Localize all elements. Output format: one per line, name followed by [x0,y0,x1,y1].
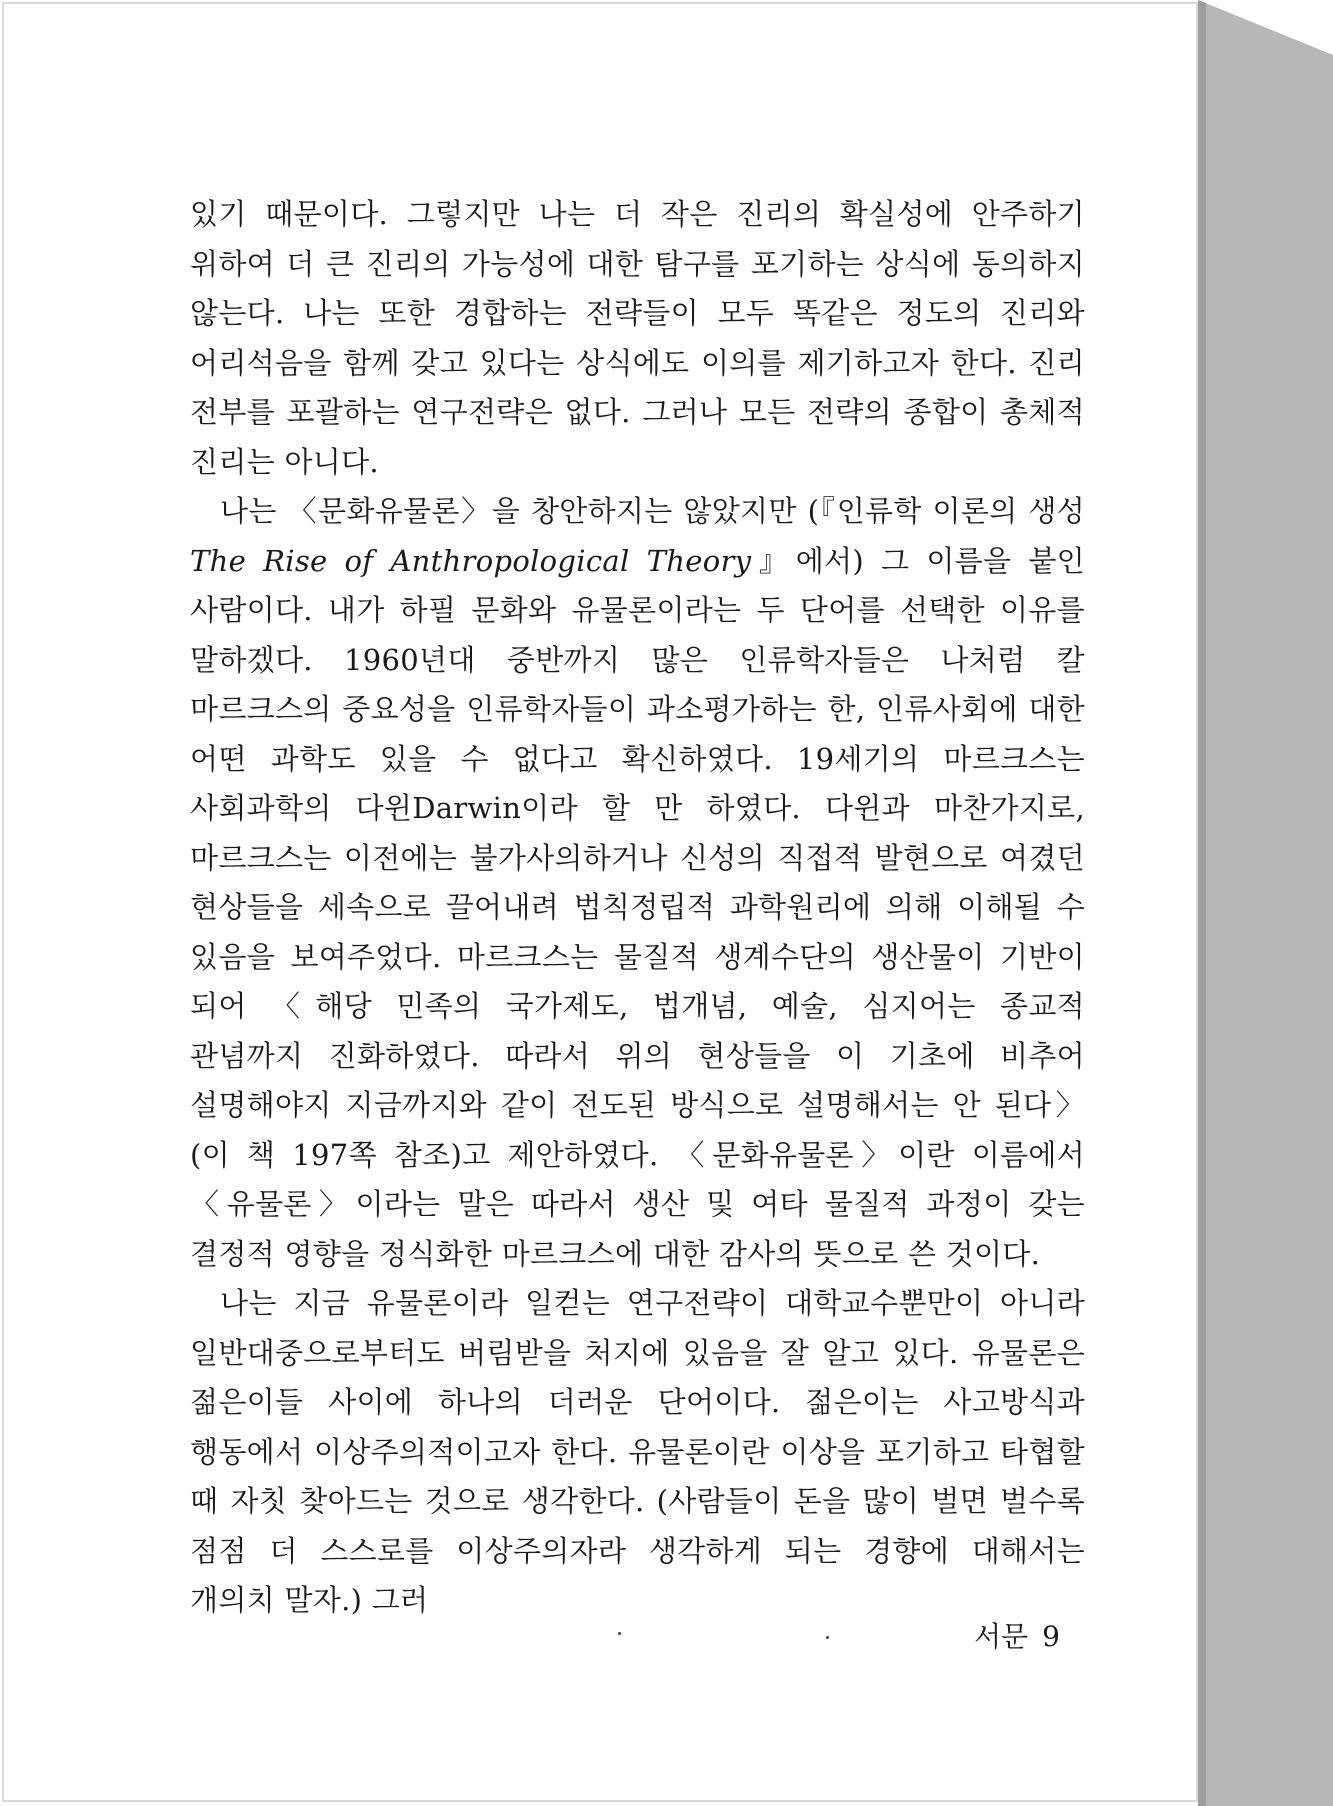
book-title-english: The Rise of Anthropological Theory [190,543,752,578]
scan-speck [826,1636,829,1639]
page-number: 9 [1042,1620,1060,1653]
paragraph-2-part-2: 』에서) 그 이름을 붙인 사람이다. 내가 하필 문화와 유물론이라는 두 단어를 선택한 이유를 말하겠다. 1960년대 중반까지 많은 인류학자들은 나처럼 칼 마르크스의 중요성을 인류학자들이 과소평가하는 한, 인류사회에 대한 어떤 과학도 있을 수 없다고 확신하였다. 19세기의 마르크스는 사회과학의 다윈Darwin이라 할 만 하였다. 다윈과 마찬가지로, 마르크스는 이전에는 불가사의하거나 신성의 직접적 발현으로 여겼던 현상들을 세속으로 끌어내려 법칙정립적 과학원리에 의해 이해될 수 있음을 보여주었다. 마르크스는 물질적 생계수단의 생산물이 기반이 되어 〈해당 민족의 국가제도, 법개념, 예술, 심지어는 종교적 관념까지 진화하였다. 따라서 위의 현상들을 이 기초에 비추어 설명해야지 지금까지와 같이 전도된 방식으로 설명해서는 안 된다〉(이 책 197쪽 참조)고 제안하였다. 〈문화유물론〉이란 이름에서 〈유물론〉이라는 말은 따라서 생산 및 여타 물질적 과정이 갖는 결정적 영향을 정식화한 마르크스에 대한 감사의 뜻으로 쓴 것이다. [190,543,1086,1271]
paragraph-2 [190,487,1085,1279]
paragraph-2-part-1: 나는 〈문화유물론〉을 창안하지는 않았지만 (『인류학 이론의 생성 [220,494,1085,528]
book-edge-shadow [1198,0,1333,1806]
paragraph-3: 나는 지금 유물론이라 일컫는 연구전략이 대학교수뿐만이 아니라 일반대중으로부터도 버림받을 처지에 있음을 잘 알고 있다. 유물론은 젊은이들 사이에 하나의 더러운 단어이다. 젊은이는 사고방식과 행동에서 이상주의적이고자 한다. 유물론이란 이상을 포기하고 타협할 때 자칫 찾아드는 것으로 생각한다. (사람들이 돈을 많이 벌면 벌수록 점점 더 스스로를 이상주의자라 생각하게 되는 경향에 대해서는 개의치 말자.) 그러 [190,1286,1085,1617]
footer-section-title: 서문 [974,1620,1029,1653]
running-footer [960,1615,1060,1655]
paragraph-1: 있기 때문이다. 그렇지만 나는 더 작은 진리의 확실성에 안주하기 위하여 더 큰 진리의 가능성에 대한 탐구를 포기하는 상식에 동의하지 않는다. 나는 또한 경합하는 전략들이 모두 똑같은 정도의 진리와 어리석음을 함께 갖고 있다는 상식에도 이의를 제기하고자 한다. 진리 전부를 포괄하는 연구전략은 없다. 그러나 모든 전략의 종합이 총체적 진리는 아니다. [190,197,1085,479]
scan-speck [618,1632,621,1635]
body-text [190,190,1085,1626]
